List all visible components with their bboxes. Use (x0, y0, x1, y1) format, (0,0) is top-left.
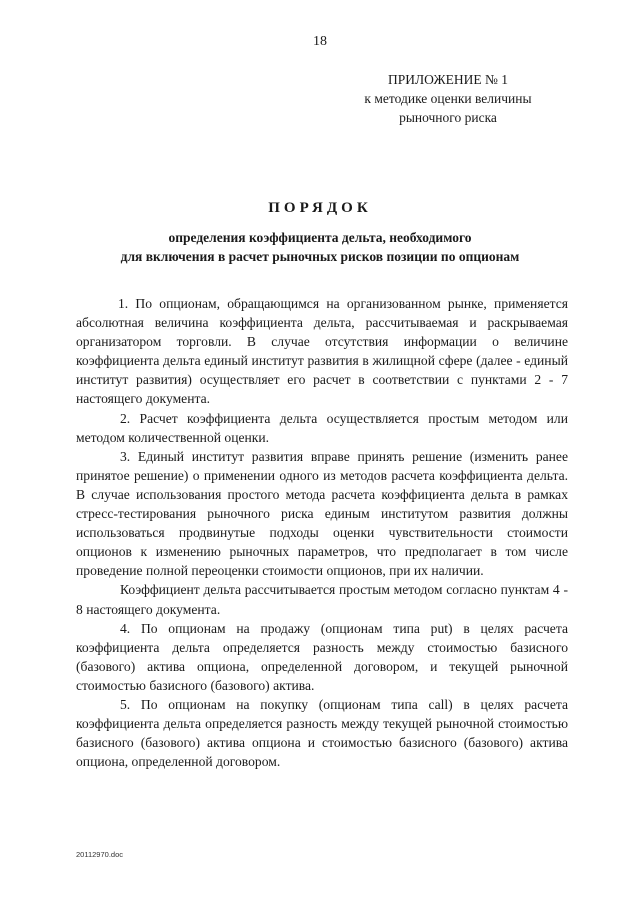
appendix-line-3: рыночного риска (399, 110, 497, 125)
paragraph-3: 3. Единый институт развития вправе принять решение (изменить ранее принятое решение) о применении одного из методов расчета коэффициента дельта. В случае использования простого метода расчета коэффициента дельта в рамках стресс-тестирования рыночного риска единым институтом развития должны использоваться продвинутые подходы оценки чувствительности стоимости опционов к изменению рыночных параметров, что предполагает в том числе проведение полной переоценки стоимости опционов, при их наличии. (76, 448, 568, 579)
paragraph-5: 5. По опционам на покупку (опционам типа call) в целях расчета коэффициента дельта определяется разность между текущей рыночной стоимостью базисного (базового) актива опциона и стоимостью базисного (базового) актива опциона, определенной договором. (76, 696, 568, 770)
document-subtitle (60, 228, 580, 266)
document-title: ПОРЯДОК (268, 200, 372, 216)
document-body (76, 294, 568, 771)
subtitle-line-2: для включения в расчет рыночных рисков позиции по опционам (120, 249, 520, 264)
page-number: 18 (313, 34, 327, 49)
appendix-header (330, 70, 566, 127)
paragraph-2: 2. Расчет коэффициента дельта осуществляется простым методом или методом количественной оценки. (76, 410, 568, 445)
paragraph-3-continuation: Коэффициент дельта рассчитывается простым методом согласно пунктам 4 - 8 настоящего документа. (76, 582, 568, 617)
paragraph-1: 1. По опционам, обращающимся на организованном рынке, применяется абсолютная величина коэффициента дельта, рассчитываемая и раскрываемая организатором торговли. В случае отсутствия информации о величине коэффициента дельта единый институт развития в жилищной сфере (далее - единый институт развития) осуществляет его расчет в соответствии с пунктами 2 - 7 настоящего документа. (76, 296, 568, 407)
appendix-line-1: ПРИЛОЖЕНИЕ № 1 (387, 72, 509, 87)
file-name-footer: 20112970.doc (76, 850, 123, 859)
appendix-line-2: к методике оценки величины (364, 91, 532, 106)
paragraph-4: 4. По опционам на продажу (опционам типа put) в целях расчета коэффициента дельта определяется разность между стоимостью базисного (базового) актива опциона, определенной договором, и текущей рыночной стоимостью базисного (базового) актива. (76, 620, 568, 693)
subtitle-line-1: определения коэффициента дельта, необходимого (168, 230, 472, 245)
